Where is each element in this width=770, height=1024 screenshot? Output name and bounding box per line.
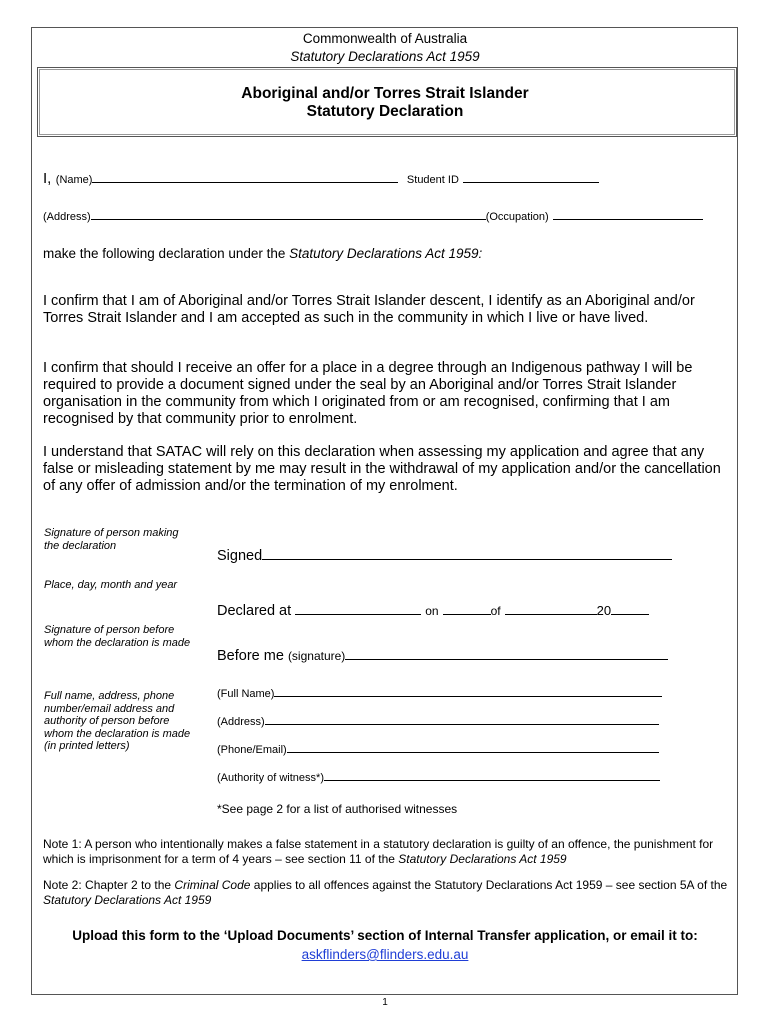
declared-day-field[interactable] [443, 600, 491, 615]
before-me-label: Before me [217, 648, 284, 664]
sig-person-label-line1: Signature of person making [44, 527, 179, 539]
address-label: (Address) [43, 211, 91, 223]
witness-signature-field[interactable] [345, 645, 668, 660]
full-name-row [217, 684, 662, 700]
witness-sig-label-line1: Signature of person before [44, 624, 175, 636]
witness-sig-label-line2: whom the declaration is made [44, 636, 191, 649]
intro-text: make the following declaration under the [43, 246, 290, 261]
witness-details-line: Full name, address, phone [44, 690, 175, 702]
student-id-label: Student ID [406, 174, 459, 186]
note-2-text-a: Note 2: Chapter 2 to the [43, 878, 175, 892]
declared-at-label: Declared at [217, 603, 292, 619]
witness-address-label: (Address) [217, 716, 265, 728]
note-2-code: Criminal Code [174, 878, 251, 892]
of-label: of [490, 604, 501, 618]
declared-at-row [217, 600, 649, 619]
witness-address-field[interactable] [265, 712, 659, 725]
name-field[interactable] [92, 170, 398, 183]
witness-details-line: authority of person before [44, 715, 170, 727]
declaration-paragraph-3: I understand that SATAC will rely on this declaration when assessing my application and agree that any false or misleading statement by me may result in the withdrawal of my application and/or the cancellation of any offer of admission and/or the termination of my enrolment. [43, 444, 721, 494]
name-label: (Name) [55, 174, 93, 186]
signature-label: (signature) [287, 649, 346, 663]
declaration-paragraph-2: I confirm that should I receive an offer for a place in a degree through an Indigenous pathway I will be required to provide a document signed under the seal by an Aboriginal and/or Torres Strait Islander organisation in the community from which I originated from or am recognised, confirming that I am recognised by that community prior to enrolment. [43, 360, 693, 427]
year-label: 20 [596, 603, 612, 618]
signed-row [217, 545, 672, 564]
witness-details-line: (in printed letters) [44, 740, 130, 752]
intro-act: Statutory Declarations Act 1959: [289, 246, 483, 261]
student-id-field[interactable] [463, 170, 599, 183]
i-prefix: I, [43, 170, 52, 187]
address-field[interactable] [91, 207, 486, 220]
note-1-text: Note 1: A person who intentionally makes a false statement in a statutory declaration is guilty of an offence, the punishment for which is imprisonment for a term of 4 years – see section 11 of the [43, 837, 714, 866]
address-row [43, 207, 703, 225]
header-act: Statutory Declarations Act 1959 [290, 49, 480, 64]
witness-details-label [44, 690, 190, 753]
witness-phone-email-field[interactable] [287, 740, 659, 753]
form-title-line1: Aboriginal and/or Torres Strait Islander [241, 85, 529, 102]
upload-instruction: Upload this form to the ‘Upload Documents’ section of Internal Transfer application, or email it to: [72, 928, 698, 943]
declared-month-field[interactable] [505, 600, 597, 615]
witness-full-name-field[interactable] [274, 684, 662, 697]
before-me-row [217, 645, 668, 664]
note-2 [43, 878, 733, 908]
full-name-label: (Full Name) [217, 688, 275, 700]
declared-year-field[interactable] [611, 600, 649, 615]
sig-person-label [44, 527, 179, 552]
phone-email-row [217, 740, 659, 756]
witness-authority-field[interactable] [324, 768, 660, 781]
declaration-paragraph-1: I confirm that I am of Aboriginal and/or Torres Strait Islander descent, I identify as an Aboriginal and/or Torres Strait Islander and I am accepted as such in the community in which I live or have lived. [43, 293, 695, 326]
witness-address-row [217, 712, 659, 728]
sig-person-label-line2: the declaration [44, 539, 117, 552]
phone-email-label: (Phone/Email) [217, 744, 287, 756]
occupation-label: (Occupation) [485, 211, 549, 223]
email-line [0, 947, 770, 962]
signed-label: Signed [217, 548, 263, 564]
authority-row [217, 768, 660, 784]
see-page-note: *See page 2 for a list of authorised witnesses [217, 802, 458, 816]
email-link[interactable]: askflinders@flinders.edu.au [301, 947, 469, 962]
name-row [43, 170, 599, 188]
note-1 [43, 837, 733, 867]
occupation-field[interactable] [553, 207, 703, 220]
form-title-line2: Statutory Declaration [306, 103, 464, 120]
page-number: 1 [382, 997, 388, 1008]
header-commonwealth: Commonwealth of Australia [302, 31, 468, 46]
witness-details-line: whom the declaration is made [44, 727, 191, 740]
intro-line [43, 246, 482, 261]
signed-field[interactable] [262, 545, 672, 560]
note-2-act: Statutory Declarations Act 1959 [43, 893, 212, 907]
place-label: Place, day, month and year [44, 579, 178, 591]
note-2-text-b: applies to all offences against the Statutory Declarations Act 1959 – see section 5A of the [250, 878, 728, 892]
declared-place-field[interactable] [295, 600, 421, 615]
witness-sig-label [44, 624, 190, 649]
note-1-act: Statutory Declarations Act 1959 [398, 852, 567, 866]
authority-label: (Authority of witness*) [217, 772, 324, 784]
on-label: on [425, 604, 439, 618]
witness-details-line: number/email address and [44, 702, 175, 715]
